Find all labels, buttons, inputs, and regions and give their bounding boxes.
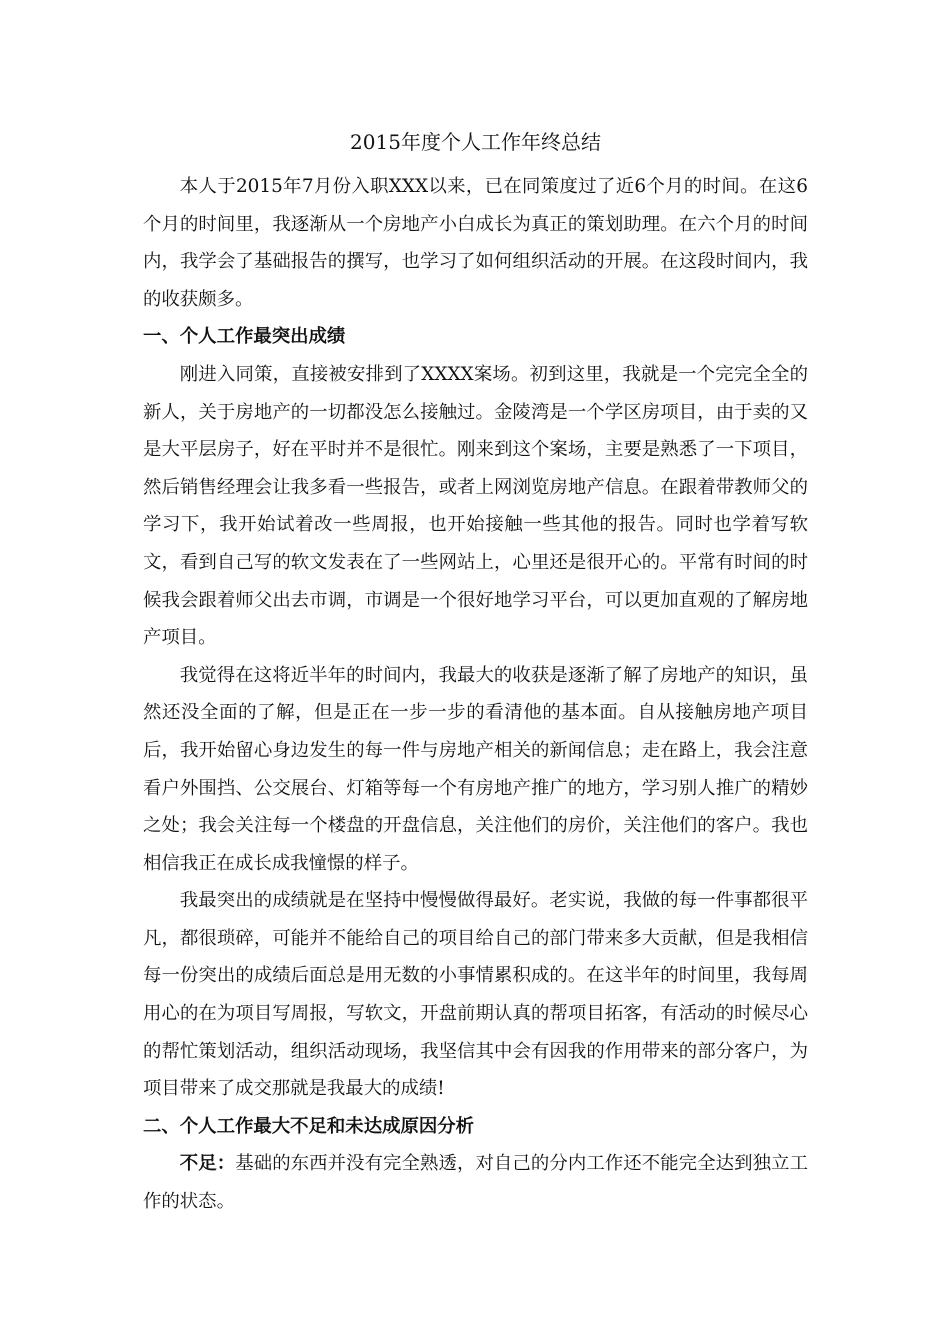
section-1-paragraph-1: 刚进入同策，直接被安排到了XXXX案场。初到这里，我就是一个完完全全的新人，关于房地产的一切都没怎么接触过。金陵湾是一个学区房项目，由于卖的又是大平层房子，好在平时并不是很忙。刚来到这个案场，主要是熟悉了一下项目，然后销售经理会让我多看一些报告，或者上网浏览房地产信息。在跟着带教师父的学习下，我开始试着改一些周报，也开始接触一些其他的报告。同时也学着写软文，看到自己写的软文发表在了一些网站上，心里还是很开心的。平常有时间的时候我会跟着师父出去市调，市调是一个很好地学习平台，可以更加直观的了解房地产项目。 <box>143 363 808 649</box>
intro-paragraph: 本人于2015年7月份入职XXX以来，已在同策度过了近6个月的时间。在这6个月的时间里，我逐渐从一个房地产小白成长为真正的策划助理。在六个月的时间内，我学会了基础报告的撰写，也学习了如何组织活动的开展。在这段时间内，我的收获颇多。 <box>143 176 808 310</box>
section-1-heading: 一、个人工作最突出成绩 <box>143 326 346 348</box>
document-title: 2015年度个人工作年终总结 <box>350 130 601 154</box>
document-page <box>143 124 808 1221</box>
section-1-paragraph-3: 我最突出的成绩就是在坚持中慢慢做得最好。老实说，我做的每一件事都很平凡，都很琐碎，可能并不能给自己的项目给自己的部门带来多大贡献，但是我相信每一份突出的成绩后面总是用无数的小事情累积成的。在这半年的时间里，我每周用心的在为项目写周报，写软文，开盘前期认真的帮项目拓客，有活动的时候尽心的帮忙策划活动，组织活动现场，我坚信其中会有因我的作用带来的部分客户，为项目带来了成交那就是我最大的成绩! <box>143 890 808 1100</box>
section-1-paragraph-2: 我觉得在这将近半年的时间内，我最大的收获是逐渐了解了房地产的知识，虽然还没全面的了解，但是正在一步一步的看清他的基本面。自从接触房地产项目后，我开始留心身边发生的每一件与房地产相关的新闻信息；走在路上，我会注意看户外围挡、公交展台、灯箱等每一个有房地产推广的地方，学习别人推广的精妙之处；我会关注每一个楼盘的开盘信息，关注他们的房价，关注他们的客户。我也相信我正在成长成我憧憬的样子。 <box>143 664 808 874</box>
section-2-heading: 二、个人工作最大不足和未达成原因分析 <box>143 1115 475 1137</box>
shortcoming-text: 基础的东西并没有完全熟透，对自己的分内工作还不能完全达到独立工作的状态。 <box>143 1153 808 1213</box>
shortcoming-label: 不足： <box>179 1153 236 1175</box>
section-2-paragraph <box>143 1145 808 1220</box>
